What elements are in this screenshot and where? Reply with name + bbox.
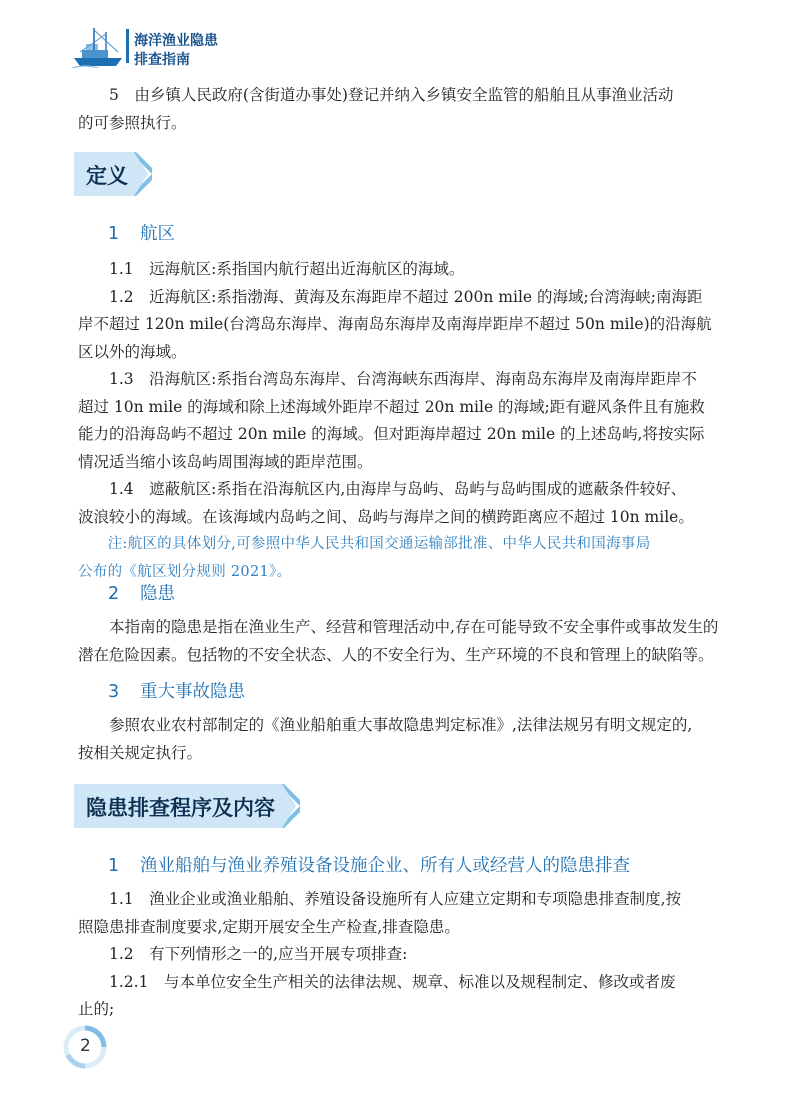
note-line: 公布的《航区划分规则 2021》。 <box>78 563 292 580</box>
hazard-body <box>78 614 719 669</box>
heading-text: 隐患 <box>140 584 175 604</box>
text-line: 照隐患排查制度要求,定期开展安全生产检查,排查隐患。 <box>78 917 460 936</box>
heading-number: 2 <box>108 584 120 604</box>
heading-text: 渔业船舶与渔业养殖设备设施企业、所有人或经营人的隐患排查 <box>140 856 630 876</box>
header-subtitle: 排查指南 <box>134 52 190 68</box>
section-title: 定义 <box>86 164 128 188</box>
heading-text: 重大事故隐患 <box>140 682 245 702</box>
text-line: 1.2.1 与本单位安全生产相关的法律法规、规章、标准以及规程制定、修改或者废 <box>78 972 676 991</box>
text-line: 参照农业农村部制定的《渔业船舶重大事故隐患判定标准》,法律法规另有明文规定的, <box>78 716 693 734</box>
heading-number: 1 <box>108 224 120 244</box>
text-line: 5 由乡镇人民政府(含街道办事处)登记并纳入乡镇安全监管的船舶且从事渔业活动 <box>78 86 674 104</box>
text-line: 1.3 沿海航区:系指台湾岛东海岸、台湾海峡东西海岸、海南岛东海岸及南海岸距岸不 <box>78 370 697 388</box>
text-line: 1.2 近海航区:系指渤海、黄海及东海距岸不超过 200n mile 的海域;台湾海峡;南海距 <box>78 287 703 306</box>
heading-major-hazard <box>108 678 245 703</box>
section-title: 隐患排查程序及内容 <box>86 796 275 820</box>
text-line: 超过 10n mile 的海域和除上述海域外距岸不超过 20n mile 的海域;距有避风条件且有施救 <box>78 397 705 416</box>
section-banner-definitions <box>74 152 152 196</box>
text-line: 情况适当缩小该岛屿周围海域的距岸范围。 <box>78 452 373 471</box>
text-line: 能力的沿海岛屿不超过 20n mile 的海域。但对距海岸超过 20n mile 的上述岛屿,将按实际 <box>78 425 705 443</box>
heading-navigation-area <box>108 220 175 245</box>
text-line: 1.1 渔业企业或渔业船舶、养殖设备设施所有人应建立定期和专项隐患排查制度,按 <box>78 890 682 908</box>
text-line: 1.2 有下列情形之一的,应当开展专项排查: <box>78 945 408 963</box>
intro-paragraph <box>78 82 714 137</box>
section-banner-procedure <box>74 784 300 828</box>
text-line: 本指南的隐患是指在渔业生产、经营和管理活动中,存在可能导致不安全事件或事故发生的 <box>78 618 719 636</box>
page-number: 2 <box>80 1036 91 1056</box>
heading-number: 3 <box>108 682 120 702</box>
text-line: 波浪较小的海域。在该海域内岛屿之间、岛屿与海岸之间的横跨距离应不超过 10n mile。 <box>78 507 694 526</box>
text-line: 止的; <box>78 1000 115 1018</box>
note-line: 注:航区的具体划分,可参照中华人民共和国交通运输部批准、中华人民共和国海事局 <box>78 536 651 552</box>
header-title: 海洋渔业隐患 <box>134 33 218 49</box>
running-header <box>72 24 272 74</box>
heading-text: 航区 <box>140 224 175 244</box>
heading-hazard <box>108 580 175 605</box>
text-line: 区以外的海域。 <box>78 342 187 361</box>
fishing-ship-icon <box>72 24 124 68</box>
procedure-item1-body <box>78 886 714 1024</box>
text-line: 的可参照执行。 <box>78 113 187 132</box>
text-line: 岸不超过 120n mile(台湾岛东海岸、海南岛东海岸及南海岸距岸不超过 50n mile)的沿海航 <box>78 315 712 333</box>
major-hazard-body <box>78 712 714 767</box>
text-line: 1.4 遮蔽航区:系指在沿海航区内,由海岸与岛屿、岛屿与岛屿围成的遮蔽条件较好、 <box>78 480 687 498</box>
navigation-area-body <box>78 256 714 586</box>
header-divider <box>126 29 129 63</box>
text-line: 潜在危险因素。包括物的不安全状态、人的不安全行为、生产环境的不良和管理上的缺陷等。 <box>78 645 714 664</box>
text-line: 1.1 远海航区:系指国内航行超出近海航区的海域。 <box>78 260 465 278</box>
heading-number: 1 <box>108 856 120 876</box>
text-line: 按相关规定执行。 <box>78 743 203 762</box>
heading-procedure-item1 <box>108 852 630 877</box>
